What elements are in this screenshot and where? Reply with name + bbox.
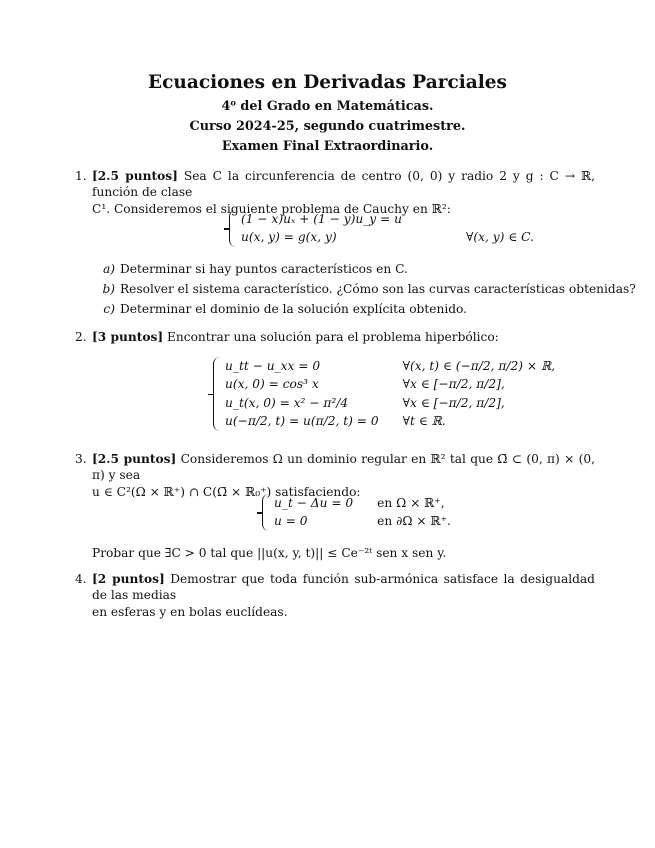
exam-degree (0, 98, 655, 115)
list-item (99, 301, 599, 321)
problem-2 (75, 329, 595, 345)
item-label: a) (102, 262, 115, 276)
equation-rhs: ∀(x, t) ∈ (−π/2, π/2) × ℝ, (402, 359, 555, 373)
equation-lhs: u(x, y) = g(x, y) (241, 230, 337, 245)
degree-year: 4 (221, 99, 231, 114)
problem-statement-line: u ∈ C²(Ω × ℝ⁺) ∩ C(Ω̄ × ℝ₀⁺) satisfaciendo: (92, 484, 361, 499)
problem-statement: Sea C la circunferencia de centro (0, 0) y radio 2 y g : C → ℝ, función de clase (92, 169, 595, 200)
problem-number: 4. (75, 572, 87, 586)
problem-3 (75, 451, 595, 500)
list-item (99, 261, 599, 281)
item-text: Resolver el sistema característico. ¿Cómo son las curvas características obtenidas? (120, 282, 636, 296)
problem-statement: Consideremos Ω un dominio regular en ℝ² tal que Ω̄ ⊂ (0, π) × (0, π) y sea (92, 452, 595, 483)
item-label: c) (103, 302, 115, 316)
item-label: b) (102, 282, 115, 296)
equation-lhs: u(x, 0) = cos³ x (225, 377, 319, 392)
problem-statement: Demostrar que toda función sub-armónica satisface la desigualdad de las medias (92, 572, 595, 603)
equation-lhs: u = 0 (274, 514, 308, 529)
equation-lhs: u_t(x, 0) = x² − π²/4 (225, 395, 349, 410)
left-brace (213, 357, 222, 431)
problem-statement-line (92, 571, 595, 604)
equation-row (225, 375, 555, 393)
problem-3-conclusion: Probar que ∃C > 0 tal que ||u(x, y, t)|| ≤ Ce⁻²ᵗ sen x sen y. (92, 546, 447, 560)
exam-type: Examen Final Extraordinario. (221, 139, 434, 154)
degree-ordinal: o (230, 97, 236, 108)
problem-number: 2. (75, 330, 87, 344)
problem-number: 3. (75, 452, 87, 466)
left-brace (229, 210, 238, 247)
equation-rhs: en ∂Ω × ℝ⁺. (377, 514, 451, 529)
equation-lhs: u(−π/2, t) = u(π/2, t) = 0 (225, 414, 379, 429)
equation-rhs: ∀t ∈ ℝ. (402, 414, 446, 429)
equation-row (225, 412, 555, 430)
problem-points: [2 puntos] (92, 572, 165, 586)
problem-number: 1. (75, 169, 87, 183)
problem-statement-line: en esferas y en bolas euclídeas. (92, 604, 288, 619)
equation-row (225, 394, 555, 412)
equation-row (225, 357, 555, 375)
problem-4 (75, 571, 595, 620)
heat-system (262, 494, 451, 531)
problem-statement-line (92, 168, 595, 201)
problem-points: [2.5 puntos] (92, 452, 177, 466)
problem-1-items (99, 261, 636, 321)
item-text: Determinar si hay puntos característicos en C. (120, 262, 408, 276)
list-item (99, 281, 636, 301)
equation-row (241, 210, 534, 228)
exam-title: Ecuaciones en Derivadas Parciales (148, 72, 507, 93)
equation-row (274, 512, 451, 530)
equation-row (241, 228, 534, 246)
problem-statement-line: C¹. Consideremos el siguiente problema de Cauchy en ℝ²: (92, 201, 451, 216)
equation-rhs: ∀x ∈ [−π/2, π/2], (402, 377, 505, 392)
equation-lhs: u_t − Δu = 0 (274, 496, 354, 510)
problem-statement: Encontrar una solución para el problema hiperbólico: (163, 330, 499, 344)
equation-rhs: ∀x ∈ [−π/2, π/2], (402, 395, 505, 410)
problem-points: [2.5 puntos] (92, 169, 178, 183)
equation-rhs: en Ω × ℝ⁺, (377, 496, 445, 510)
item-text: Determinar el dominio de la solución explícita obtenido. (120, 302, 468, 316)
equation-lhs: (1 − x)uₓ + (1 − y)u_y = u (241, 212, 402, 226)
problem-points: [3 puntos] (92, 330, 164, 344)
equation-row (274, 494, 451, 512)
equation-rhs: ∀(x, y) ∈ C. (465, 230, 534, 245)
equation-rhs (426, 210, 534, 228)
exam-course: Curso 2024-25, segundo cuatrimestre. (189, 119, 466, 134)
left-brace (262, 494, 271, 531)
cauchy-system (229, 210, 534, 247)
equation-lhs: u_tt − u_xx = 0 (225, 359, 321, 373)
degree-name: del Grado en Matemáticas. (235, 99, 434, 114)
problem-statement-line (92, 451, 595, 484)
hyperbolic-system (213, 357, 555, 431)
